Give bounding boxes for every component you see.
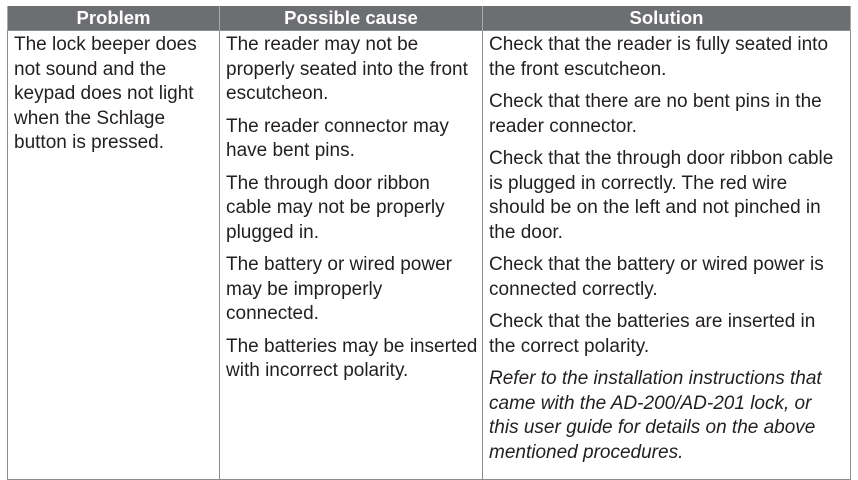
header-row: [8, 6, 851, 31]
reference-note: Refer to the installation instructions that came with the AD-200/AD-201 lock, or this user guide for details on the above mentioned procedures.: [489, 368, 822, 463]
problem-cell: [8, 31, 220, 480]
problem-text: The lock beeper does not sound and the keypad does not light when the Schlage button is pressed.: [14, 34, 197, 153]
cause-item: The through door ribbon cable may not be properly plugged in.: [226, 172, 445, 243]
solution-item: Check that there are no bent pins in the reader connector.: [489, 91, 822, 137]
cause-item: The reader connector may have bent pins.: [226, 115, 449, 161]
solution-item: Check that the through door ribbon cable is plugged in correctly. The red wire should be on the left and not pinched in the door.: [489, 148, 834, 243]
header-solution: Solution: [483, 6, 851, 31]
header-problem: Problem: [8, 6, 220, 31]
cause-item: The battery or wired power may be improperly connected.: [226, 254, 452, 324]
header-possible-cause: Possible cause: [220, 6, 483, 31]
solution-cell: [483, 31, 851, 480]
solution-item: Check that the reader is fully seated into the front escutcheon.: [489, 34, 829, 80]
table-row: [8, 31, 851, 480]
solution-item: Check that the battery or wired power is connected correctly.: [489, 254, 824, 300]
cause-item: The batteries may be inserted with incorrect polarity.: [226, 335, 478, 381]
cause-item: The reader may not be properly seated into the front escutcheon.: [226, 34, 468, 104]
troubleshooting-table: [7, 6, 851, 480]
solution-item: Check that the batteries are inserted in the correct polarity.: [489, 311, 816, 357]
cause-cell: [220, 31, 483, 480]
